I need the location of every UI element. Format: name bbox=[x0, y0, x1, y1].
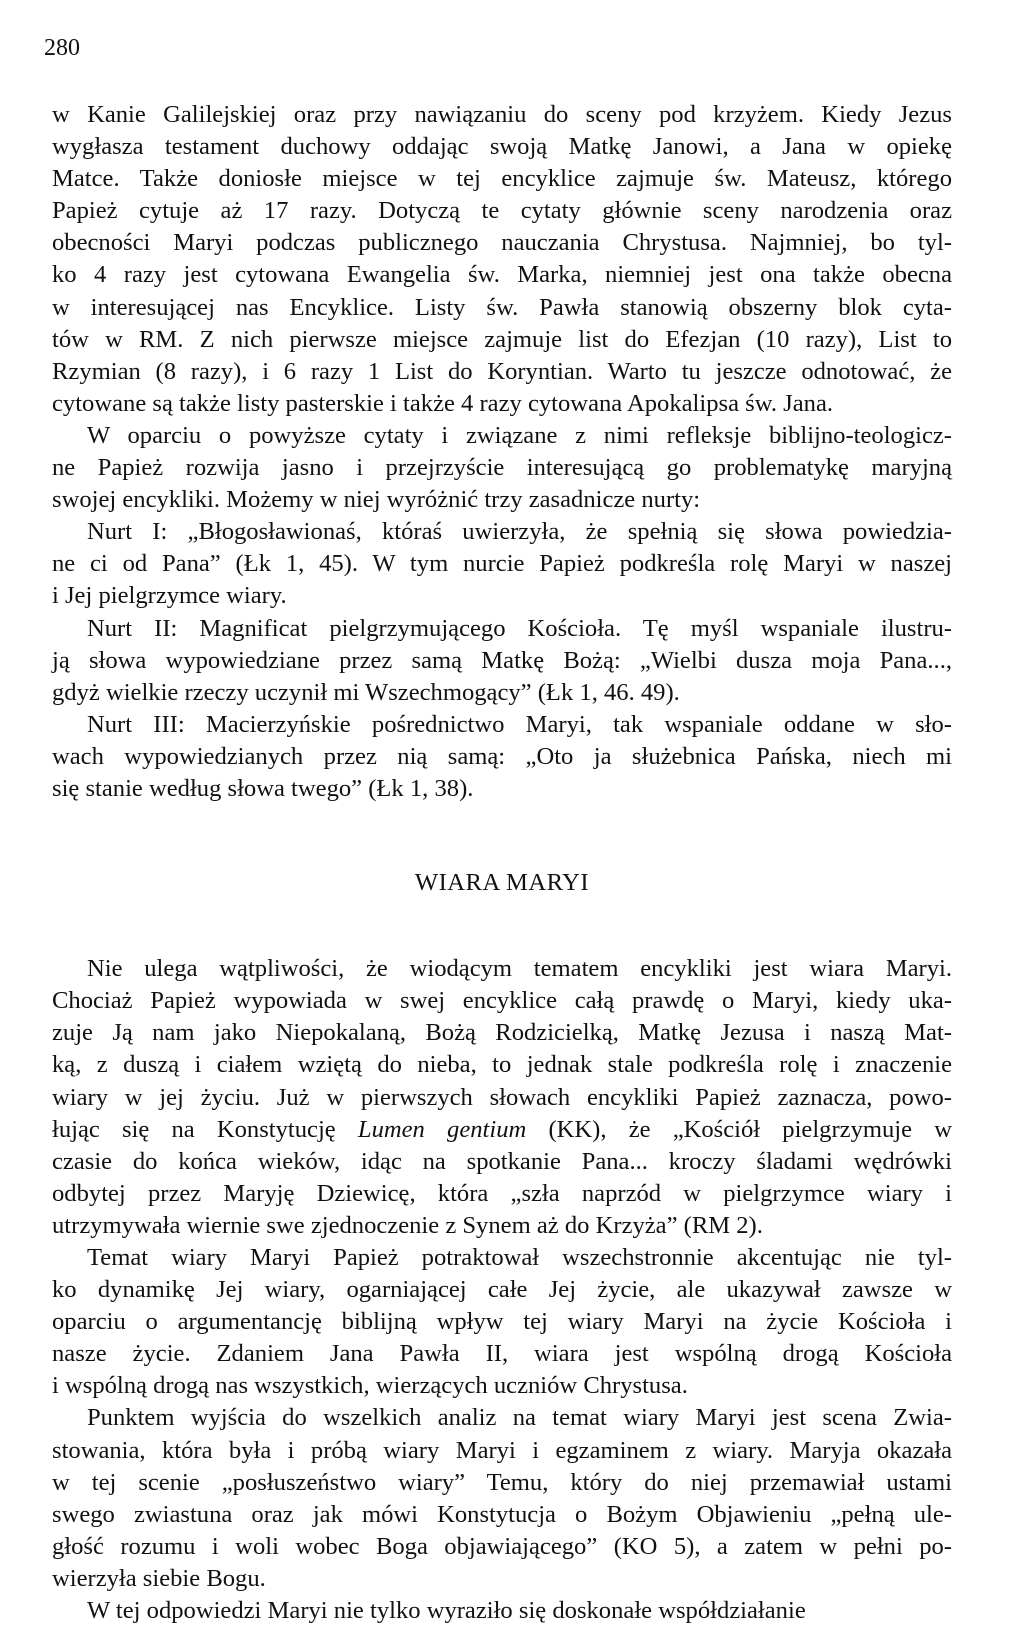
text-line: Nurt I: „Błogosławionaś, któraś uwierzyła, że spełnią się słowa powiedzia- bbox=[87, 518, 952, 546]
text-line: odbytej przez Maryję Dziewicę, która „szła naprzód w pielgrzymce wiary i bbox=[52, 1179, 952, 1207]
text-line: wierzyła siebie Bogu. bbox=[52, 1564, 266, 1592]
text-line: ko dynamikę Jej wiary, ogarniającej całe Jej życie, ale ukazywał zawsze w bbox=[52, 1276, 952, 1304]
text-line: W oparciu o powyższe cytaty i związane z nimi refleksje biblijno-teologicz- bbox=[87, 421, 952, 449]
text-line: głość rozumu i woli wobec Boga objawiającego” (KO 5), a zatem w pełni po- bbox=[52, 1532, 952, 1560]
italic-title: Lumen gentium bbox=[357, 1115, 527, 1143]
text-line: Chociaż Papież wypowiada w swej encyklice całą prawdę o Maryi, kiedy uka- bbox=[52, 987, 952, 1015]
text-line: w interesującej nas Encyklice. Listy św. Pawła stanowią obszerny blok cyta- bbox=[52, 293, 952, 321]
text-segment: łując się na Konstytucję bbox=[52, 1115, 358, 1143]
text-line: ne Papież rozwija jasno i przejrzyście interesującą go problematykę maryjną bbox=[52, 454, 952, 482]
text-line: oparciu o argumentancję biblijną wpływ tej wiary Maryi na życie Kościoła i bbox=[52, 1308, 952, 1336]
text-line: Punktem wyjścia do wszelkich analiz na temat wiary Maryi jest scena Zwia- bbox=[87, 1404, 952, 1432]
text-line: ką, z duszą i ciałem wziętą do nieba, to jednak stale podkreśla rolę i znaczenie bbox=[52, 1051, 952, 1079]
body-text bbox=[52, 99, 952, 1627]
text-line: Rzymian (8 razy), i 6 razy 1 List do Koryntian. Warto tu jeszcze odnotować, że bbox=[52, 357, 952, 385]
text-line: czasie do końca wieków, idąc na spotkanie Pana... kroczy śladami wędrówki bbox=[52, 1147, 952, 1175]
text-line: gdyż wielkie rzeczy uczynił mi Wszechmogący” (Łk 1, 46. 49). bbox=[52, 678, 680, 706]
text-line: wiary w jej życiu. Już w pierwszych słowach encykliki Papież zaznacza, powo- bbox=[52, 1083, 952, 1111]
text-line: wygłasza testament duchowy oddając swoją Matkę Janowi, a Jana w opiekę bbox=[52, 133, 952, 161]
text-line: Nurt III: Macierzyńskie pośrednictwo Maryi, tak wspaniale oddane w sło- bbox=[87, 710, 952, 738]
text-line: zuje Ją nam jako Niepokalaną, Bożą Rodzicielką, Matkę Jezusa i naszą Mat- bbox=[52, 1019, 952, 1047]
text-line: tów w RM. Z nich pierwsze miejsce zajmuje list do Efezjan (10 razy), List to bbox=[52, 325, 952, 353]
text-line: swego zwiastuna oraz jak mówi Konstytucja o Bożym Objawieniu „pełną ule- bbox=[52, 1500, 952, 1528]
page-number: 280 bbox=[44, 35, 80, 61]
text-line: utrzymywała wiernie swe zjednoczenie z Synem aż do Krzyża” (RM 2). bbox=[52, 1211, 763, 1239]
text-line: wach wypowiedzianych przez nią samą: „Oto ja służebnica Pańska, niech mi bbox=[52, 742, 952, 770]
text-line: Matce. Także doniosłe miejsce w tej encyklice zajmuje św. Mateusz, którego bbox=[52, 165, 952, 193]
text-line bbox=[52, 1114, 952, 1146]
text-line: ko 4 razy jest cytowana Ewangelia św. Marka, niemniej jest ona także obecna bbox=[52, 261, 952, 289]
text-line: obecności Maryi podczas publicznego nauczania Chrystusa. Najmniej, bo tyl- bbox=[52, 229, 952, 257]
text-line: swojej encykliki. Możemy w niej wyróżnić trzy zasadnicze nurty: bbox=[52, 486, 701, 514]
text-line: stowania, która była i próbą wiary Maryi i egzaminem z wiary. Maryja okazała bbox=[52, 1436, 952, 1464]
text-line: Nurt II: Magnificat pielgrzymującego Kościoła. Tę myśl wspaniale ilustru- bbox=[87, 614, 952, 642]
text-line: i Jej pielgrzymce wiary. bbox=[52, 582, 287, 610]
text-line: ją słowa wypowiedziane przez samą Matkę Bożą: „Wielbi dusza moja Pana..., bbox=[52, 646, 952, 674]
text-line: nasze życie. Zdaniem Jana Pawła II, wiara jest wspólną drogą Kościoła bbox=[52, 1340, 952, 1368]
text-line: Temat wiary Maryi Papież potraktował wszechstronnie akcentując nie tyl- bbox=[87, 1244, 952, 1271]
text-line: się stanie według słowa twego” (Łk 1, 38). bbox=[52, 774, 474, 802]
text-line: W tej odpowiedzi Maryi nie tylko wyraziło się doskonałe współdziałanie bbox=[87, 1597, 806, 1625]
text-line: w Kanie Galilejskiej oraz przy nawiązaniu do sceny pod krzyżem. Kiedy Jezus bbox=[52, 101, 952, 128]
text-line: ne ci od Pana” (Łk 1, 45). W tym nurcie Papież podkreśla rolę Maryi w naszej bbox=[52, 550, 952, 578]
section-heading: WIARA MARYI bbox=[414, 869, 590, 897]
text-line: i wspólną drogą nas wszystkich, wierzących uczniów Chrystusa. bbox=[52, 1372, 688, 1400]
text-line: Papież cytuje aż 17 razy. Dotyczą te cytaty głównie sceny narodzenia oraz bbox=[52, 197, 952, 225]
text-line: w tej scenie „posłuszeństwo wiary” Temu, który do niej przemawiał ustami bbox=[52, 1468, 952, 1496]
text-segment: (KK), że „Kościół pielgrzymuje w bbox=[526, 1115, 952, 1143]
text-line: cytowane są także listy pasterskie i także 4 razy cytowana Apokalipsa św. Jana. bbox=[52, 389, 834, 417]
text-line: Nie ulega wątpliwości, że wiodącym tematem encykliki jest wiara Maryi. bbox=[87, 955, 952, 983]
